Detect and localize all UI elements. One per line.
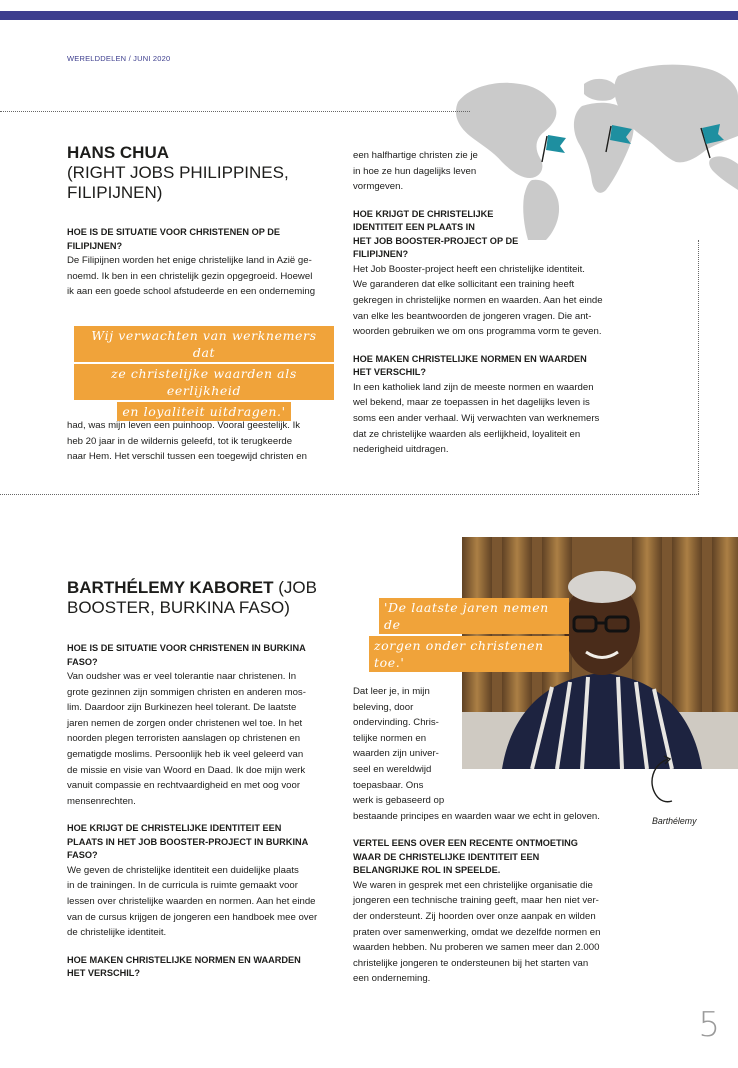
column-2-text: een halfhartige christen zie je in hoe ze hun dagelijks leven vormgeven. HOE KRIJGT DE CHRISTELIJKE IDENTITEIT EEN PLAATS IN HET JOB BOOSTER-PROJECT OP DE FILIPIJNEN? Het Job Booster-project heeft een christelijke identiteit. We garanderen dat elke sollicitant een training heeft gekregen in christelijke normen en waarden. Aan het einde van elke les beantwoorden de jongeren vragen. Die ant- woorden gebruiken we om ons programma vorm te geven. HOE MAKEN CHRISTELIJKE NORMEN EN WAARDEN HET VERSCHIL? In een katholiek land zijn de meeste normen en waarden wel bekend, maar ze toepassen in het dagelijks leven is soms een ander verhaal. Wij verwachten van werknemers dat ze christelijke waarden als eerlijkheid, loyaliteit en nederigheid uitdragen. <box>353 148 633 458</box>
section-divider-side <box>698 240 699 494</box>
column-1-text: HOE IS DE SITUATIE VOOR CHRISTENEN OP DE FILIPIJNEN? De Filipijnen worden het enige christelijke land in Azië ge- noemd. Ik ben in een christelijk gezin opgegroeid. Hoewel ik aan een goede school afstudeerde en een onderneming <box>67 226 337 300</box>
section-divider-top <box>0 111 470 112</box>
question-heading: HOE KRIJGT DE CHRISTELIJKE <box>353 208 494 219</box>
question-heading: HOE MAKEN CHRISTELIJKE NORMEN EN WAARDEN <box>353 353 587 364</box>
column-1-text-section2: HOE IS DE SITUATIE VOOR CHRISTENEN IN BURKINA FASO? Van oudsher was er veel tolerantie naar christenen. In grote gezinnen zijn sommigen christen en anderen mos- lim. Daardoor zijn Burkinezen heel tolerant. De laatste jaren nemen de zorgen onder christenen wel toe. In het noorden plegen terroristen aanslagen op christenen en gematigde moslims. Persoonlijk heb ik veel geleerd van de missie en visie van Woord en Daad. Ik doe mijn werk vanuit compassie en rechtvaardigheid en met oog voor mensenrechten. HOE KRIJGT DE CHRISTELIJKE IDENTITEIT EEN PLAATS IN HET JOB BOOSTER-PROJECT IN BURKINA FASO? We geven de christelijke identiteit een duidelijke plaats in de trainingen. In de curricula is ruimte gemaakt voor lessen over christelijke waarden en normen. Aan het einde van de cursus krijgen de jongeren een handboek mee over de christelijke identiteit. HOE MAKEN CHRISTELIJKE NORMEN EN WAARDEN HET VERSCHIL? <box>67 642 342 981</box>
caption-arrow-icon <box>646 755 676 807</box>
interviewee-name-hans: HANS CHUA (RIGHT JOBS PHILIPPINES, FILIPIJNEN) <box>67 143 289 202</box>
page-number: 5 <box>698 1005 720 1045</box>
pull-quote-barthelemy: 'De laatste jaren nemen de zorgen onder christenen toe.' <box>369 597 569 673</box>
question-heading: HOE KRIJGT DE CHRISTELIJKE IDENTITEIT EEN <box>67 823 282 834</box>
section-divider-bottom <box>0 494 699 495</box>
question-heading: HOE MAKEN CHRISTELIJKE NORMEN EN WAARDEN <box>67 954 301 965</box>
question-heading: VERTEL EENS OVER EEN RECENTE ONTMOETING <box>353 838 578 849</box>
question-heading: HOE IS DE SITUATIE VOOR CHRISTENEN OP DE <box>67 227 281 237</box>
header-label: WERELDDELEN / JUNI 2020 <box>67 54 171 63</box>
top-bar <box>0 11 738 20</box>
question-heading: HOE IS DE SITUATIE VOOR CHRISTENEN IN BURKINA <box>67 643 306 653</box>
photo-caption: Barthélemy <box>652 816 697 826</box>
pull-quote-hans: Wij verwachten van werknemers dat ze christelijke waarden als eerlijkheid en loyaliteit uitdragen.' <box>74 325 334 422</box>
column-1-text-continued: had, was mijn leven een puinhoop. Vooral geestelijk. Ik heb 20 jaar in de wildernis geleefd, tot ik terugkeerde naar Hem. Het verschil tussen een toegewijd christen en <box>67 420 307 463</box>
column-2-text-section2: Dat leer je, in mijn beleving, door ondervinding. Chris- telijke normen en waarden zijn univer- seel en wereldwijd toepasbaar. Ons werk is gebaseerd op bestaande principes en waarden waar we echt in geloven. VERTEL EENS OVER EEN RECENTE ONTMOETING WAAR DE CHRISTELIJKE IDENTITEIT EEN BELANGRIJKE ROL IN SPEELDE. We waren in gesprek met een christelijke organisatie die jongeren een technische training geeft, maar hen niet ver- der ondersteunt. Zij hoorden over onze aanpak en wilden praten over samenwerking, omdat we dezelfde normen en waarden hebben. Nu proberen we samen meer dan 2.000 christelijke jongeren te ondersteunen bij het starten van een onderneming. <box>353 684 643 987</box>
interviewee-name-barthelemy: BARTHÉLEMY KABORET (JOB BOOSTER, BURKINA FASO) <box>67 578 317 617</box>
